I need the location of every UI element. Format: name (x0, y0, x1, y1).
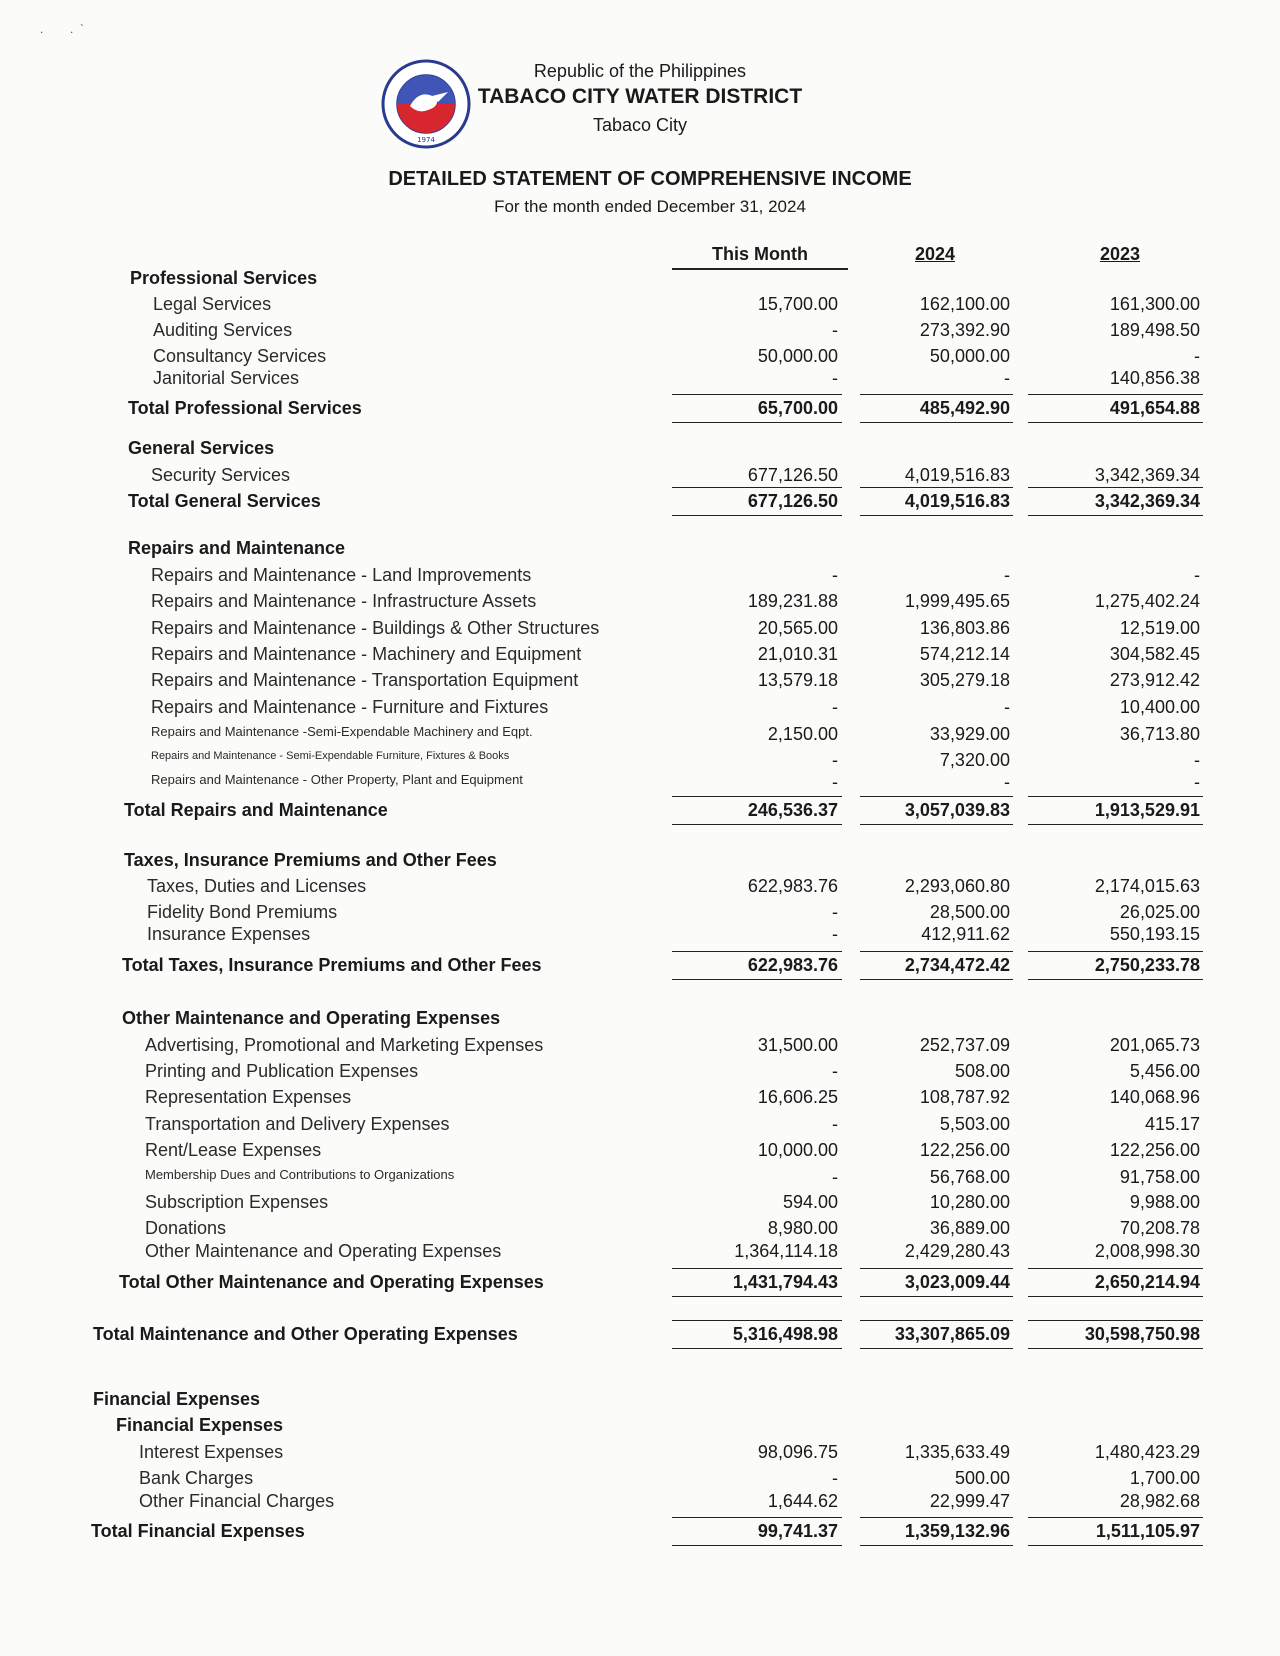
value-2024: 4,019,516.83 (904, 491, 1010, 511)
total-rule-above (1028, 796, 1203, 797)
total-rule-below (1028, 422, 1203, 423)
value-2023: 36,713.80 (1119, 724, 1200, 744)
total-rule-below (860, 1296, 1013, 1297)
value-2024: 485,492.90 (919, 398, 1010, 418)
value-2024: 252,737.09 (919, 1035, 1010, 1055)
total-rule-above (1028, 951, 1203, 952)
value-2023: 1,511,105.97 (1095, 1521, 1200, 1541)
row-label: Total Other Maintenance and Operating Expenses (119, 1272, 544, 1292)
value-2024: 3,023,009.44 (904, 1272, 1010, 1292)
row-label: Rent/Lease Expenses (145, 1140, 322, 1160)
water-district-seal-logo (380, 58, 472, 150)
value-2024: 33,929.00 (929, 724, 1010, 744)
value-this-month: 16,606.25 (757, 1087, 838, 1107)
value-this-month: 5,316,498.98 (732, 1324, 838, 1344)
total-rule-above (1028, 487, 1203, 488)
col-header-this-month: This Month (672, 244, 848, 270)
row-label: Repairs and Maintenance - Machinery and Equipment (151, 644, 582, 664)
line-item-row (0, 320, 1280, 344)
total-rule-above (860, 951, 1013, 952)
row-label: Total Professional Services (128, 398, 362, 418)
total-rule-below (672, 1348, 842, 1349)
value-this-month: 1,431,794.43 (732, 1272, 838, 1292)
total-rule-below (672, 515, 842, 516)
value-this-month: 98,096.75 (757, 1442, 838, 1462)
total-rule-above (672, 1517, 842, 1518)
total-row (0, 800, 1280, 824)
value-this-month: - (832, 1061, 838, 1081)
col-header-2024: 2024 (914, 244, 956, 264)
line-item-row (0, 465, 1280, 489)
total-rule-below (860, 979, 1013, 980)
section-heading-row (0, 538, 1280, 562)
total-rule-below (1028, 1296, 1203, 1297)
line-item-row (0, 1241, 1280, 1265)
row-label: Security Services (151, 465, 291, 485)
line-item-row (0, 1468, 1280, 1492)
value-2023: 491,654.88 (1109, 398, 1200, 418)
value-2024: 50,000.00 (929, 346, 1010, 366)
value-2023: - (1194, 750, 1200, 770)
line-item-row (0, 591, 1280, 615)
row-label: Repairs and Maintenance (128, 538, 346, 558)
line-item-row (0, 724, 1280, 748)
organization-name: TABACO CITY WATER DISTRICT (477, 85, 803, 108)
value-2023: - (1194, 772, 1200, 792)
value-this-month: - (832, 1167, 838, 1187)
line-item-row (0, 1140, 1280, 1164)
value-2023: - (1194, 565, 1200, 585)
value-2023: 1,913,529.91 (1094, 800, 1200, 820)
value-this-month: - (832, 565, 838, 585)
line-item-row (0, 346, 1280, 370)
line-item-row (0, 750, 1280, 774)
line-item-row (0, 1114, 1280, 1138)
value-2024: - (1004, 368, 1010, 388)
row-label: Legal Services (153, 294, 272, 314)
value-2023: 5,456.00 (1129, 1061, 1200, 1081)
row-label: Total Financial Expenses (91, 1521, 305, 1541)
value-2023: 2,650,214.94 (1094, 1272, 1200, 1292)
total-rule-below (860, 422, 1013, 423)
line-item-row (0, 1218, 1280, 1242)
value-2024: 574,212.14 (919, 644, 1010, 664)
line-item-row (0, 368, 1280, 392)
value-2023: 189,498.50 (1109, 320, 1200, 340)
row-label: General Services (128, 438, 275, 458)
value-this-month: - (832, 1468, 838, 1488)
row-label: Repairs and Maintenance - Transportation Equipment (151, 670, 579, 690)
value-this-month: 677,126.50 (747, 465, 838, 485)
value-2023: - (1194, 346, 1200, 366)
row-label: Financial Expenses (116, 1415, 284, 1435)
value-2024: 36,889.00 (929, 1218, 1010, 1238)
row-label: Repairs and Maintenance - Furniture and Fixtures (151, 697, 549, 717)
value-2023: 12,519.00 (1119, 618, 1200, 638)
section-heading-row (0, 1008, 1280, 1032)
value-2024: 10,280.00 (929, 1192, 1010, 1212)
section-heading-row (0, 268, 1280, 292)
row-label: Auditing Services (153, 320, 293, 340)
value-2024: 305,279.18 (919, 670, 1010, 690)
total-rule-below (860, 1545, 1013, 1546)
total-rule-above (860, 1517, 1013, 1518)
value-2023: 26,025.00 (1119, 902, 1200, 922)
total-rule-below (1028, 1348, 1203, 1349)
row-label: Total Maintenance and Other Operating Expenses (93, 1324, 518, 1344)
value-this-month: 20,565.00 (757, 618, 838, 638)
total-rule-above (672, 1320, 842, 1321)
statement-period: For the month ended December 31, 2024 (494, 197, 806, 216)
section-heading-row (0, 850, 1280, 874)
value-this-month: - (832, 902, 838, 922)
value-2024: 508.00 (954, 1061, 1010, 1081)
total-rule-below (672, 824, 842, 825)
row-label: Other Maintenance and Operating Expenses (122, 1008, 501, 1028)
line-item-row (0, 1491, 1280, 1515)
line-item-row (0, 1167, 1280, 1191)
total-rule-below (1028, 1545, 1203, 1546)
value-2023: 10,400.00 (1119, 697, 1200, 717)
republic-heading: Republic of the Philippines (533, 61, 747, 81)
row-label: Insurance Expenses (147, 924, 311, 944)
total-rule-below (672, 1296, 842, 1297)
col-header-2023: 2023 (1099, 244, 1141, 264)
value-2023: 140,068.96 (1109, 1087, 1200, 1107)
total-rule-above (1028, 1517, 1203, 1518)
total-rule-above (1028, 394, 1203, 395)
value-2023: 140,856.38 (1109, 368, 1200, 388)
value-this-month: 622,983.76 (747, 955, 838, 975)
value-this-month: 50,000.00 (757, 346, 838, 366)
value-2023: 3,342,369.34 (1094, 465, 1200, 485)
value-2023: 30,598,750.98 (1084, 1324, 1200, 1344)
value-2024: 412,911.62 (921, 924, 1010, 944)
value-this-month: 10,000.00 (757, 1140, 838, 1160)
row-label: Total Taxes, Insurance Premiums and Other Fees (122, 955, 542, 975)
value-2024: - (1004, 697, 1010, 717)
value-2024: 7,320.00 (939, 750, 1010, 770)
value-this-month: 65,700.00 (757, 398, 838, 418)
value-2024: - (1004, 565, 1010, 585)
line-item-row (0, 1061, 1280, 1085)
value-this-month: 622,983.76 (747, 876, 838, 896)
value-2023: 9,988.00 (1129, 1192, 1200, 1212)
value-this-month: 1,364,114.18 (734, 1241, 838, 1261)
value-2023: 28,982.68 (1119, 1491, 1200, 1511)
row-label: Taxes, Duties and Licenses (147, 876, 367, 896)
total-rule-below (672, 979, 842, 980)
total-rule-above (672, 796, 842, 797)
total-rule-below (672, 1545, 842, 1546)
line-item-row (0, 644, 1280, 668)
value-2024: 500.00 (954, 1468, 1010, 1488)
row-label: Subscription Expenses (145, 1192, 329, 1212)
value-2024: 2,429,280.43 (904, 1241, 1010, 1261)
value-2023: 1,700.00 (1129, 1468, 1200, 1488)
total-rule-above (860, 796, 1013, 797)
value-2023: 2,174,015.63 (1094, 876, 1200, 896)
value-this-month: 246,536.37 (747, 800, 838, 820)
row-label: Interest Expenses (139, 1442, 284, 1462)
value-2024: 33,307,865.09 (894, 1324, 1010, 1344)
value-2023: 550,193.15 (1109, 924, 1200, 944)
value-2023: 1,275,402.24 (1094, 591, 1200, 611)
row-label: Total General Services (128, 491, 321, 511)
row-label: Repairs and Maintenance - Semi-Expendable Furniture, Fixtures & Books (151, 750, 510, 762)
value-2024: 22,999.47 (929, 1491, 1010, 1511)
row-label: Repairs and Maintenance - Infrastructure Assets (151, 591, 537, 611)
value-this-month: 8,980.00 (767, 1218, 838, 1238)
total-rule-below (1028, 979, 1203, 980)
city-name: Tabaco City (592, 115, 688, 135)
value-2023: 3,342,369.34 (1094, 491, 1200, 511)
line-item-row (0, 924, 1280, 948)
value-2024: 2,293,060.80 (904, 876, 1010, 896)
value-this-month: 594.00 (782, 1192, 838, 1212)
value-this-month: - (832, 772, 838, 792)
value-2023: 2,008,998.30 (1094, 1241, 1200, 1261)
value-2023: 201,065.73 (1109, 1035, 1200, 1055)
value-2024: 28,500.00 (929, 902, 1010, 922)
total-row (0, 398, 1280, 422)
value-2024: 4,019,516.83 (904, 465, 1010, 485)
row-label: Printing and Publication Expenses (145, 1061, 419, 1081)
row-label: Financial Expenses (93, 1389, 261, 1409)
value-this-month: - (832, 368, 838, 388)
row-label: Other Financial Charges (139, 1491, 335, 1511)
value-this-month: 677,126.50 (747, 491, 838, 511)
line-item-row (0, 1035, 1280, 1059)
value-2024: - (1004, 772, 1010, 792)
line-item-row (0, 670, 1280, 694)
value-2024: 1,999,495.65 (904, 591, 1010, 611)
row-label: Fidelity Bond Premiums (147, 902, 338, 922)
line-item-row (0, 294, 1280, 318)
row-label: Repairs and Maintenance -Semi-Expendable Machinery and Eqpt. (151, 724, 533, 739)
value-2023: 91,758.00 (1119, 1167, 1200, 1187)
line-item-row (0, 618, 1280, 642)
total-row (0, 1272, 1280, 1296)
value-2023: 415.17 (1144, 1114, 1200, 1134)
value-this-month: 99,741.37 (757, 1521, 838, 1541)
row-label: Representation Expenses (145, 1087, 352, 1107)
value-2024: 273,392.90 (919, 320, 1010, 340)
value-this-month: - (832, 1114, 838, 1134)
total-row (0, 955, 1280, 979)
section-heading-row (0, 438, 1280, 462)
value-2023: 2,750,233.78 (1094, 955, 1200, 975)
total-row (0, 1521, 1280, 1545)
value-2024: 1,335,633.49 (904, 1442, 1010, 1462)
value-2024: 2,734,472.42 (904, 955, 1010, 975)
row-label: Membership Dues and Contributions to Organizations (145, 1167, 455, 1182)
total-rule-above (860, 394, 1013, 395)
total-rule-above (860, 1320, 1013, 1321)
line-item-row (0, 772, 1280, 796)
value-this-month: 15,700.00 (757, 294, 838, 314)
line-item-row (0, 565, 1280, 589)
section-heading-row (0, 1389, 1280, 1413)
svg-text:1974: 1974 (417, 136, 435, 144)
value-this-month: 31,500.00 (757, 1035, 838, 1055)
value-this-month: - (832, 697, 838, 717)
row-label: Repairs and Maintenance - Buildings & Other Structures (151, 618, 600, 638)
row-label: Advertising, Promotional and Marketing Expenses (145, 1035, 544, 1055)
line-item-row (0, 697, 1280, 721)
value-2024: 1,359,132.96 (904, 1521, 1010, 1541)
value-2023: 161,300.00 (1109, 294, 1200, 314)
value-2023: 1,480,423.29 (1094, 1442, 1200, 1462)
total-rule-below (860, 824, 1013, 825)
total-rule-above (1028, 1320, 1203, 1321)
value-2024: 56,768.00 (929, 1167, 1010, 1187)
line-item-row (0, 1442, 1280, 1466)
value-this-month: 189,231.88 (747, 591, 838, 611)
total-rule-below (1028, 824, 1203, 825)
total-row (0, 1324, 1280, 1348)
value-this-month: 21,010.31 (757, 644, 838, 664)
total-rule-below (860, 515, 1013, 516)
line-item-row (0, 876, 1280, 900)
row-label: Repairs and Maintenance - Other Property, Plant and Equipment (151, 772, 523, 787)
scan-specks: . . ` (40, 22, 85, 36)
row-label: Taxes, Insurance Premiums and Other Fees (124, 850, 497, 870)
value-this-month: - (832, 750, 838, 770)
row-label: Transportation and Delivery Expenses (145, 1114, 450, 1134)
total-rule-above (860, 1268, 1013, 1269)
value-2024: 162,100.00 (919, 294, 1010, 314)
row-label: Professional Services (130, 268, 318, 288)
statement-title: DETAILED STATEMENT OF COMPREHENSIVE INCOME (388, 168, 912, 190)
value-this-month: 1,644.62 (767, 1491, 838, 1511)
value-2024: 122,256.00 (919, 1140, 1010, 1160)
value-2023: 122,256.00 (1109, 1140, 1200, 1160)
row-label: Janitorial Services (153, 368, 300, 388)
value-2023: 273,912.42 (1109, 670, 1200, 690)
value-2024: 5,503.00 (939, 1114, 1010, 1134)
row-label: Total Repairs and Maintenance (124, 800, 388, 820)
total-rule-below (672, 422, 842, 423)
total-rule-above (672, 951, 842, 952)
row-label: Bank Charges (139, 1468, 254, 1488)
line-item-row (0, 902, 1280, 926)
row-label: Donations (145, 1218, 227, 1238)
value-this-month: 13,579.18 (757, 670, 838, 690)
value-this-month: - (832, 924, 838, 944)
row-label: Other Maintenance and Operating Expenses (145, 1241, 502, 1261)
row-label: Consultancy Services (153, 346, 327, 366)
value-2024: 136,803.86 (919, 618, 1010, 638)
value-2023: 70,208.78 (1119, 1218, 1200, 1238)
row-label: Repairs and Maintenance - Land Improvements (151, 565, 532, 585)
total-rule-above (1028, 1268, 1203, 1269)
value-2024: 108,787.92 (919, 1087, 1010, 1107)
value-2023: 304,582.45 (1109, 644, 1200, 664)
line-item-row (0, 1192, 1280, 1216)
value-this-month: - (832, 320, 838, 340)
value-this-month: 2,150.00 (767, 724, 838, 744)
total-row (0, 491, 1280, 515)
total-rule-below (1028, 515, 1203, 516)
total-rule-above (672, 487, 842, 488)
total-rule-above (672, 1268, 842, 1269)
value-2024: 3,057,039.83 (904, 800, 1010, 820)
section-heading-row (0, 1415, 1280, 1439)
total-rule-above (672, 394, 842, 395)
total-rule-below (860, 1348, 1013, 1349)
line-item-row (0, 1087, 1280, 1111)
total-rule-above (860, 487, 1013, 488)
